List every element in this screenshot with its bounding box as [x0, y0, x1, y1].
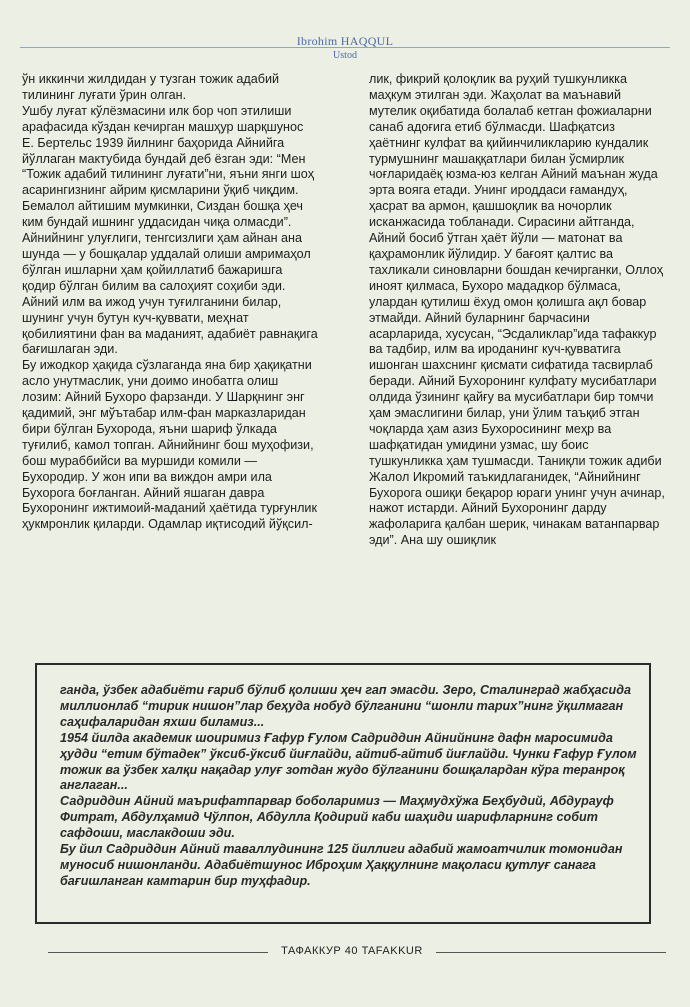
box-paragraph-2: 1954 йилда академик шоиримиз Ғафур Ғулом Садриддин Айнийнинг дафн маросимида ҳудди “етим бўтадек” ўксиб-ўксиб йиғлайди, айтиб-айтиб йиғлайди. Чунки Ғафур Ғулом тожик ва ўзбек халқи нақадар улуғ зотдан жудо бўлганини бошқалардан кўра теранроқ англаган... [60, 730, 637, 793]
header-author: Ibrohim HAQQUL [296, 34, 394, 48]
left-paragraph-2: Ушбу луғат кўлёзмасини илк бор чоп этилиши арафасида кўздан кечирган машҳур шарқшунос Е. Бертельс 1939 йилнинг баҳорида Айнийга йўллаган мактубида бундай деб ёзган эди: “Мен “Тожик адабий тилининг луғати”ни, яъни янги шоҳ асарингизнинг айрим қисмларини ўқиб чиқдим. Бемалол айтишим мумкинки, Сиздан бошқа ҳеч ким бундай ишнинг уддасидан чиқа олмасди”. Айнийнинг улуғлиги, тенгсизлиги ҳам айнан ана шунда — у бошқалар уддалай олиши амримаҳол бўлган ишларни ҳам қойиллатиб бажаришга қодир бўлган билим ва салоҳият соҳиби эди. Айний илм ва ижод учун туғилганини билар, шунинг учун бутун куч-қуввати, меҳнат қобилиятини фан ва маданият, адабиёт равнақига бағишлаган эди. [22, 103, 318, 357]
left-column [22, 72, 318, 533]
footer-rule-left [48, 952, 268, 953]
right-column [369, 72, 665, 549]
footer-label: ТАФАККУР 40 TAFAKKUR [281, 945, 423, 957]
footer-rule-right [436, 952, 666, 953]
header-section: Ustod [333, 50, 357, 61]
box-paragraph-1: ганда, ўзбек адабиёти ғариб бўлиб қолиши ҳеч гап эмасди. Зеро, Сталинград жабҳасида миллионлаб “тирик нишон”лар беҳуда нобуд бўлганини “шонли тарих”нинг ўқилмаган саҳифаларидан яхши биламиз... [60, 683, 631, 729]
box-paragraph-3: Садриддин Айний маърифатпарвар боболаримиз — Маҳмудхўжа Беҳбудий, Абдурауф Фитрат, Абдулҳамид Чўлпон, Абдулла Қодирий каби шаҳиди шарифларнинг собит сафдоши, маслакдоши эди. [60, 794, 614, 841]
boxed-excerpt [60, 683, 640, 890]
header-rule [20, 47, 670, 48]
left-paragraph-1: ўн иккинчи жилдидан у тузган тожик адабий тилининг луғати ўрин олган. [22, 72, 280, 102]
right-paragraph-1: лик, фикрий қолоқлик ва руҳий тушкунликка маҳкум этилган эди. Жаҳолат ва маънавий мутелик оқибатида болалаб кетган фожиаларни санаб адоғига етиб бўлмасди. Шафқатсиз ҳаётнинг кулфат ва қийинчиликларию кундалик турмушнинг машаққатлари билан ўсмирлик чоғларидаёқ юзма-юз келган Айний маънан жуда эрта вояга етади. Унинг ироддаси ғамандуҳ, ҳасрат ва армон, қашшоқлик ва ночорлик исканжасида тобланади. Сирасини айтганда, Айний босиб ўтган ҳаёт йўли — матонат ва қаҳрамонлик йўлидир. У бағоят қалтис ва тахликали синовларни бошдан кечирганки, Оллоҳ иноят қилмаса, Бухоро мададкор бўлмаса, улардан қутилиш ёхуд омон қолишга ақл бовар этмайди. Айний буларнинг барчасини асарларида, хусусан, “Эсдаликлар”ида тафаккур ва тадбир, илм ва ироданинг куч-қувватига ишонган шахснинг қисмати сифатида тасвирлаб беради. Айний Бухоронинг кулфату мусибатлари олдида ўзининг қайғу ва мусибатлари бир томчи ҳам эмаслигини билар, уни ўлим таъқиб этган чоқларда ҳам азиз Бухоросининг меҳр ва шафқатидан умидини узмас, шу боис тушкунликка ҳам тушмасди. Таниқли тожик адиби Жалол Икромий таъкидлаганидек, “Айнийнинг Бухорога ошиқи беқарор юраги унинг учун ачинар, нажот истарди. Айний Бухоронинг дарду жафоларига қалбан шерик, чинакам ватанпарвар эди”. Ана шу ошиқлик [369, 72, 665, 548]
box-paragraph-4: Бу йил Садриддин Айний таваллудининг 125 йиллиги адабий жамоатчилик томонидан муносиб нишонланди. Адабиётшунос Иброҳим Ҳаққулнинг мақоласи қутлуғ санага бағишланган камтарин бир туҳфадир. [60, 842, 623, 888]
left-paragraph-3: Бу ижодкор ҳақида сўзлаганда яна бир ҳақиқатни асло унутмаслик, уни доимо инобатга олиш лозим: Айний Бухоро фарзанди. У Шарқнинг энг қадимий, энг мўътабар илм-фан марказларидан бири бўлган Бухорода, яъни шариф ўлкада туғилиб, камол топган. Айнийнинг бош муҳофизи, бош мураббийси ва муршиди комили — Бухородир. У жон ипи ва виждон амри ила Бухорога боғланган. Айний яшаган давра Бухоронинг ижтимоий-маданий ҳаётида турғунлик ҳукмронлик қиларди. Одамлар иқтисодий йўқсил- [22, 358, 317, 532]
